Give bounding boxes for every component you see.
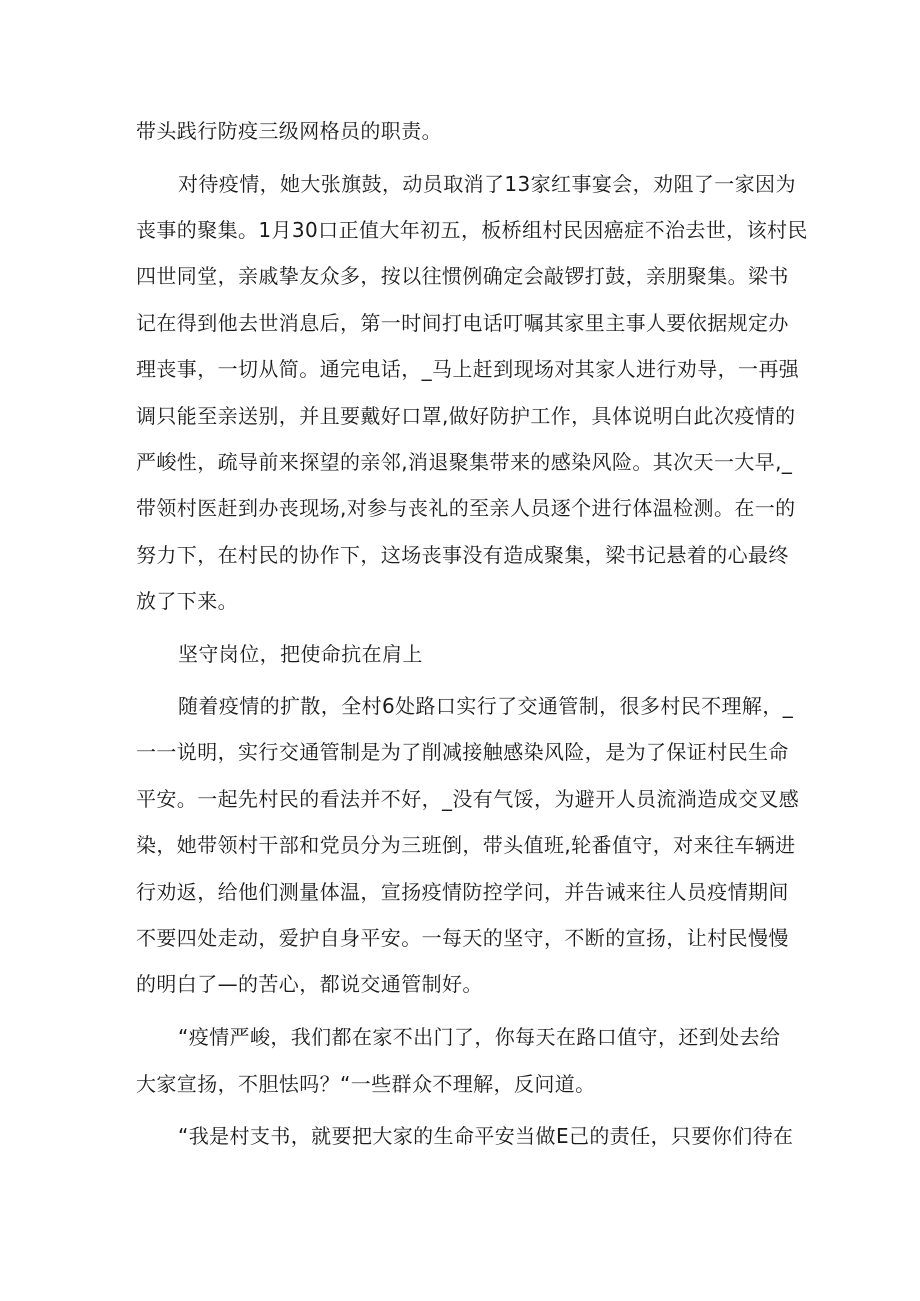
text-line: 四世同堂，亲戚挚友众多，按以往惯例确定会敲锣打鼓，亲朋聚集。梁书 [136,264,789,288]
paragraph-start-line: 随着疫情的扩散，全村6处路口实行了交通管制，很多村民不理解，_ [178,694,794,718]
text-line: 调只能至亲送别，并且要戴好口罩,做好防护工作，具体说明白此次疫情的 [136,404,796,428]
text-line: 记在得到他去世消息后，第一时间打电话叮嘱其家里主事人要依据规定办 [136,311,789,335]
paragraph-start-line: 对待疫情，她大张旗鼓，动员取消了13家红事宴会，劝阻了一家因为 [178,172,796,196]
text-line: 染，她带领村干部和党员分为三班倒，带头值班,轮番值守，对来往车辆进 [136,833,796,857]
text-line: 理丧事，一切从简。通完电话，_马上赶到现场对其家人进行劝导，一再强 [136,357,800,381]
text-line: 不要四处走动，爱护自身平安。一每天的坚守，不断的宣扬，让村民慢慢 [136,926,789,950]
text-line: 努力下，在村民的协作下，这场丧事没有造成聚集，梁书记悬着的心最终 [136,543,789,567]
text-line: 一一说明，实行交通管制是为了削减接触感染风险，是为了保证村民生命 [136,740,789,764]
text-line: 严峻性，疏导前来探望的亲邻,消退聚集带来的感染风险。其次天一大早,_ [136,450,793,474]
text-line: 行劝返，给他们测量体温，宣扬疫情防控学问，并告诫来往人员疫情期间 [136,880,789,904]
text-line: 丧事的聚集。1月30口正值大年初五，板桥组村民因癌症不治去世，该村民 [136,218,808,242]
text-line: 大家宣扬，不胆怯吗？“一些群众不理解，反问道。 [136,1072,596,1096]
paragraph-start-line: “我是村支书，就要把大家的生命平安当做E己的责任，只要你们待在 [178,1124,794,1148]
paragraph-start-line: “疫情严峻，我们都在家不出门了，你每天在路口值守，还到处去给 [178,1025,781,1049]
text-line: 的明白了—的苦心，都说交通管制好。 [136,972,483,996]
section-heading: 坚守岗位，把使命抗在肩上 [178,642,423,666]
text-line: 带领村医赶到办丧现场,对参与丧礼的至亲人员逐个进行体温检测。在一的 [136,496,796,520]
text-line: 放了下来。 [136,589,238,613]
text-line: 带头践行防疫三级网格员的职责。 [136,119,442,143]
text-line: 平安。一起先村民的看法并不好，_没有气馁，为避开人员流淌造成交叉感 [136,787,800,811]
